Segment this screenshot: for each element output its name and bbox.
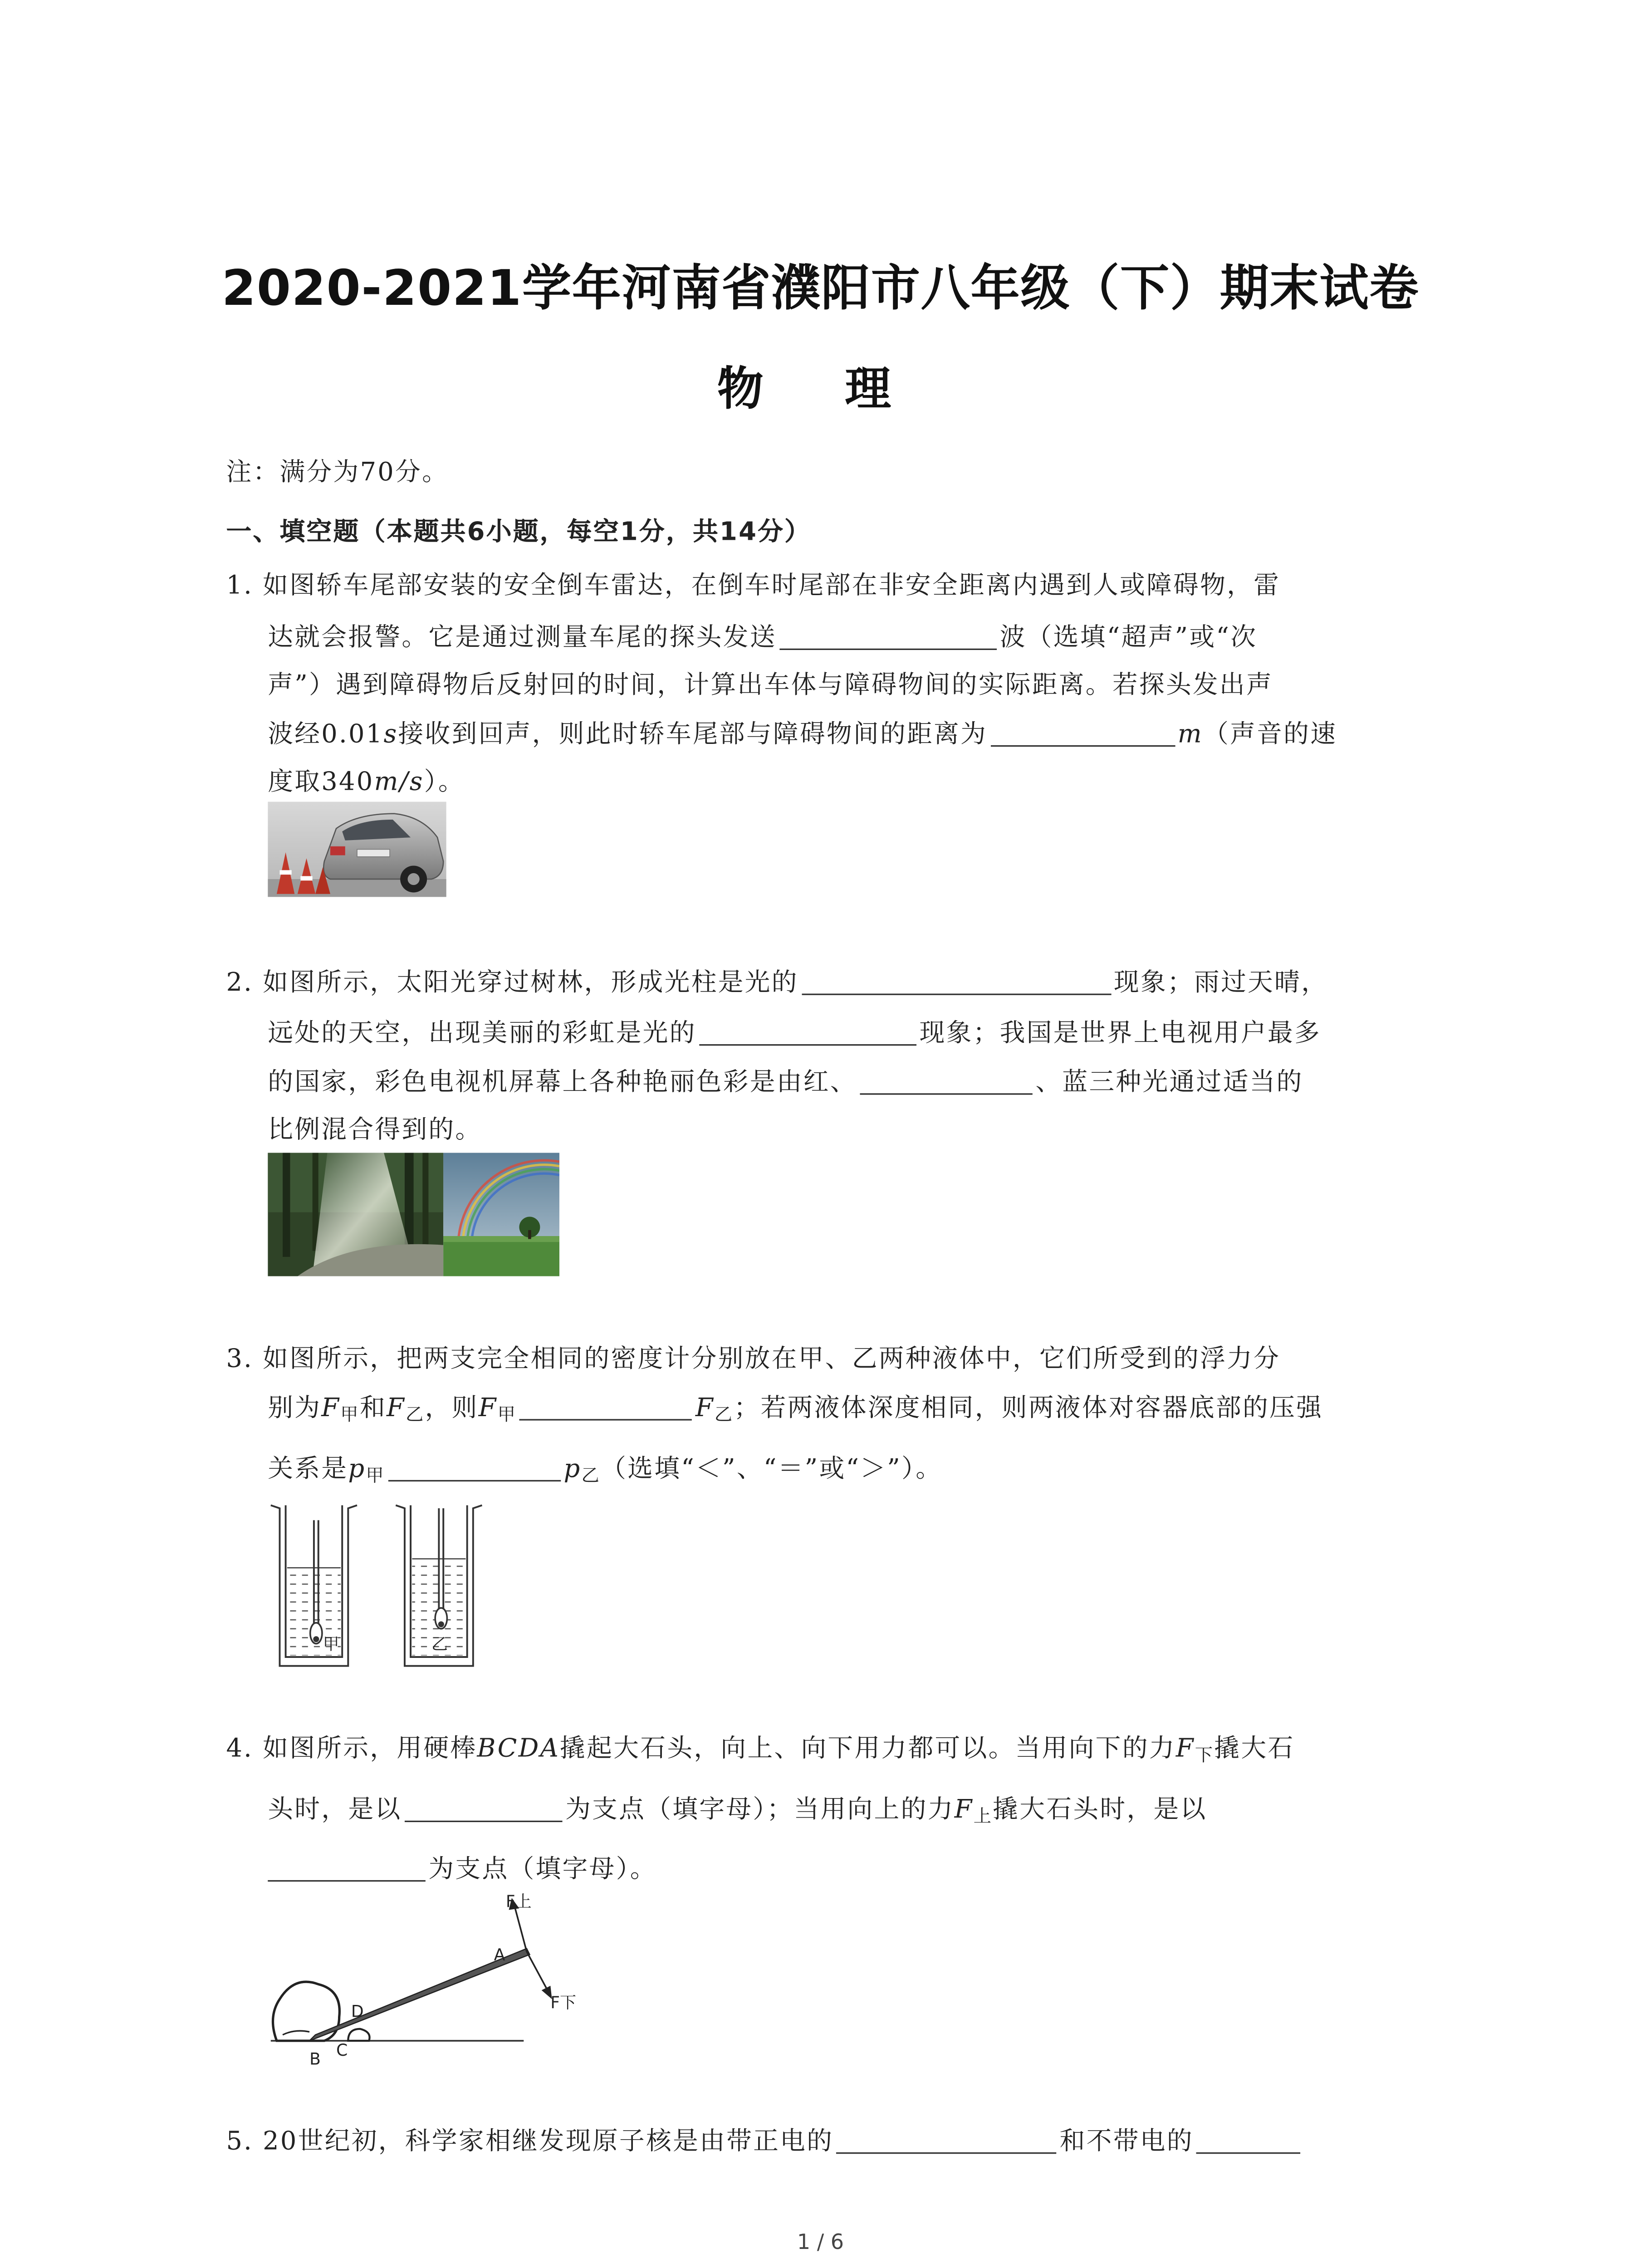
q2-blank-2[interactable] bbox=[699, 1021, 916, 1046]
hydrometer-figure bbox=[265, 1499, 503, 1675]
q3-text: （选填“＜”、“＝”或“＞”）。 bbox=[601, 1455, 943, 1485]
q4-text: 为支点（填字母）。 bbox=[428, 1855, 657, 1885]
q4-line-3 bbox=[268, 1855, 657, 1885]
q1-text: （声音的速 bbox=[1203, 720, 1337, 750]
label-c: C bbox=[336, 2040, 348, 2060]
subscript-xia: 下 bbox=[1195, 1745, 1215, 1766]
q2-line-4: 比例混合得到的。 bbox=[268, 1115, 482, 1145]
q4-text: 撬大石头时，是以 bbox=[993, 1795, 1207, 1825]
q3-text: ，则 bbox=[425, 1393, 479, 1424]
unit-m: m bbox=[1177, 720, 1203, 750]
q5-text: 和不带电的 bbox=[1059, 2127, 1194, 2157]
label-yi: 乙 bbox=[431, 1634, 448, 1654]
q1-line-3: 声”）遇到障碍物后反射回的时间，计算出车体与障碍物间的实际距离。若探头发出声 bbox=[268, 670, 1274, 701]
q5-line-1 bbox=[226, 2127, 1303, 2157]
q2-blank-3[interactable] bbox=[860, 1070, 1032, 1095]
q3-text: 和 bbox=[359, 1393, 387, 1424]
lever-figure bbox=[265, 1886, 580, 2071]
q1-line-5 bbox=[268, 767, 465, 797]
q2-line-3 bbox=[268, 1068, 1303, 1098]
symbol-f: F bbox=[386, 1393, 406, 1424]
q4-line-1 bbox=[226, 1735, 1294, 1770]
subscript-yi: 乙 bbox=[714, 1404, 734, 1425]
q3-blank-2[interactable] bbox=[388, 1456, 561, 1481]
q4-blank-1[interactable] bbox=[405, 1797, 563, 1822]
q3-blank-1[interactable] bbox=[520, 1395, 692, 1421]
q2-text: 2. 如图所示，太阳光穿过树林，形成光柱是光的 bbox=[226, 968, 798, 998]
symbol-f: F bbox=[695, 1393, 715, 1424]
q3-line-2 bbox=[268, 1394, 1323, 1430]
q3-text: 关系是 bbox=[268, 1455, 348, 1485]
symbol-p: p bbox=[348, 1455, 366, 1485]
forest-rainbow-photo bbox=[268, 1153, 559, 1276]
q2-text: 的国家，彩色电视机屏幕上各种艳丽色彩是由红、 bbox=[268, 1068, 857, 1098]
q4-text: 4. 如图所示，用硬棒 bbox=[226, 1734, 477, 1765]
q2-text: 远处的天空，出现美丽的彩虹是光的 bbox=[268, 1019, 696, 1049]
subscript-yi: 乙 bbox=[405, 1404, 425, 1425]
q1-blank-1[interactable] bbox=[779, 625, 997, 650]
q1-line-1: 1. 如图轿车尾部安装的安全倒车雷达，在倒车时尾部在非安全距离内遇到人或障碍物，雷 bbox=[226, 571, 1281, 601]
subscript-shang: 上 bbox=[973, 1805, 993, 1827]
q3-line-1: 3. 如图所示，把两支完全相同的密度计分别放在甲、乙两种液体中，它们所受到的浮力分 bbox=[226, 1344, 1281, 1374]
label-b: B bbox=[309, 2049, 321, 2069]
label-f-up: F上 bbox=[505, 1892, 532, 1911]
symbol-p: p bbox=[563, 1455, 582, 1485]
q5-text: 5. 20世纪初，科学家相继发现原子核是由带正电的 bbox=[226, 2127, 834, 2157]
q4-line-2 bbox=[268, 1795, 1207, 1831]
q2-blank-1[interactable] bbox=[801, 970, 1111, 995]
symbol-f: F bbox=[1176, 1734, 1195, 1765]
symbol-f: F bbox=[478, 1393, 498, 1424]
q4-text: 为支点（填字母）；当用向上的力 bbox=[565, 1795, 955, 1825]
section-heading: 一、填空题（本题共6小题，每空1分，共14分） bbox=[226, 518, 812, 547]
q1-line-4 bbox=[268, 720, 1337, 750]
label-a: A bbox=[494, 1945, 505, 1965]
subscript-jia: 甲 bbox=[340, 1404, 360, 1425]
q3-line-3 bbox=[268, 1455, 942, 1491]
subject-title: 物 理 bbox=[717, 363, 924, 417]
page-number: 1 / 6 bbox=[797, 2231, 844, 2255]
q4-text: 头时，是以 bbox=[268, 1795, 402, 1825]
q1-text: ）。 bbox=[424, 767, 465, 797]
score-note: 注：满分为70分。 bbox=[226, 458, 449, 488]
q3-text: 别为 bbox=[268, 1393, 322, 1424]
q2-line-1 bbox=[226, 968, 1328, 998]
subscript-jia: 甲 bbox=[497, 1404, 517, 1425]
car-photo bbox=[268, 802, 446, 897]
symbol-f: F bbox=[954, 1795, 974, 1825]
q2-line-2 bbox=[268, 1019, 1321, 1049]
q1-blank-2[interactable] bbox=[990, 721, 1175, 747]
unit-s: s bbox=[383, 720, 398, 750]
q2-text: 现象；雨过天晴， bbox=[1113, 968, 1328, 998]
q1-text: 接收到回声，则此时轿车尾部与障碍物间的距离为 bbox=[398, 720, 988, 750]
label-f-down: F下 bbox=[550, 1993, 577, 2012]
q4-blank-2[interactable] bbox=[268, 1856, 426, 1882]
q2-text: 现象；我国是世界上电视用户最多 bbox=[919, 1019, 1321, 1049]
q1-text: 度取340 bbox=[268, 767, 374, 797]
label-jia: 甲 bbox=[323, 1634, 339, 1654]
beaker-left bbox=[271, 1505, 357, 1666]
label-d: D bbox=[351, 2002, 364, 2021]
symbol-bcda: BCDA bbox=[477, 1734, 560, 1765]
q1-text: 达就会报警。它是通过测量车尾的探头发送 bbox=[268, 623, 777, 653]
q5-blank-2[interactable] bbox=[1196, 2129, 1301, 2154]
q4-text: 撬起大石头，向上、向下用力都可以。当用向下的力 bbox=[560, 1734, 1176, 1765]
unit-ms: m/s bbox=[374, 767, 424, 797]
q4-text: 撬大石 bbox=[1214, 1734, 1295, 1765]
q1-text: 波经0.01 bbox=[268, 720, 384, 750]
exam-title: 2020-2021学年河南省濮阳市八年级（下）期末试卷 bbox=[221, 259, 1420, 317]
subscript-jia: 甲 bbox=[366, 1465, 386, 1486]
q3-text: ；若两液体深度相同，则两液体对容器底部的压强 bbox=[734, 1393, 1323, 1424]
q5-blank-1[interactable] bbox=[837, 2129, 1057, 2154]
q1-text: 波（选填“超声”或“次 bbox=[999, 623, 1258, 653]
q1-line-2 bbox=[268, 623, 1257, 653]
symbol-f: F bbox=[321, 1393, 341, 1424]
q2-text: 、蓝三种光通过适当的 bbox=[1035, 1068, 1303, 1098]
subscript-yi: 乙 bbox=[581, 1465, 601, 1486]
